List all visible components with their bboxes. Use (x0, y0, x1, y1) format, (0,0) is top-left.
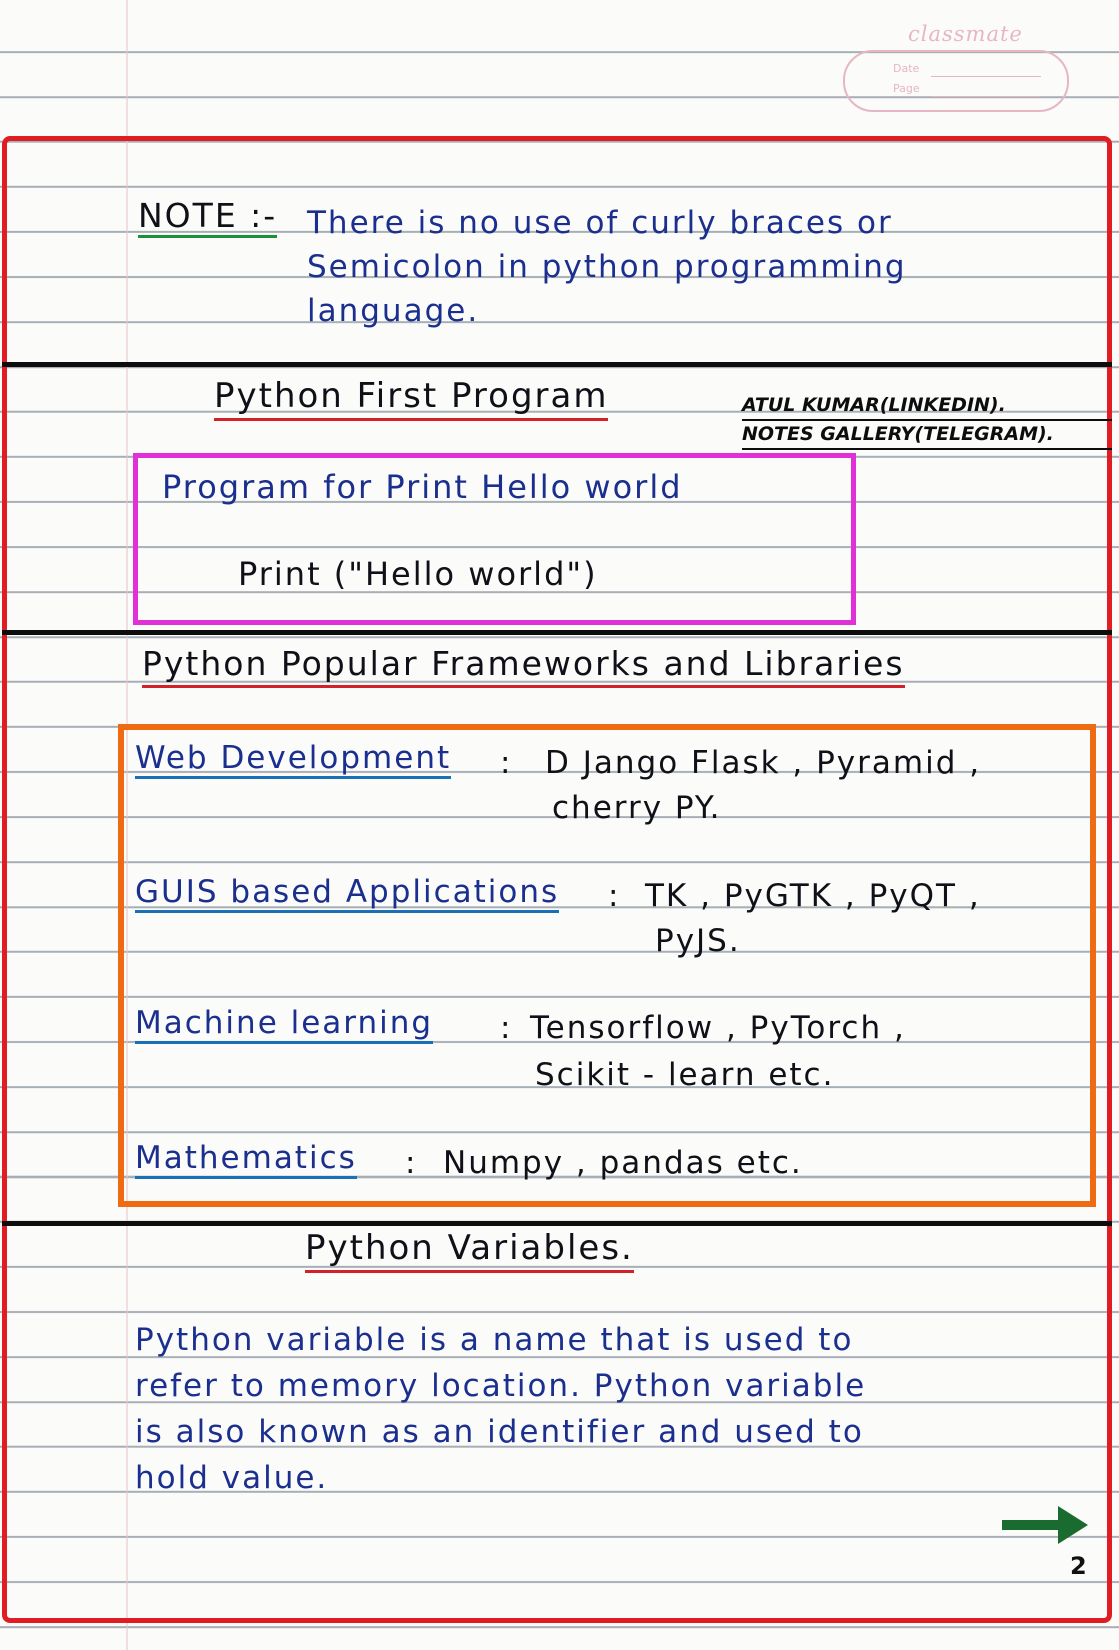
credit-linkedin: ATUL KUMAR(LINKEDIN). (742, 392, 1112, 421)
section-divider-2 (2, 630, 1112, 635)
stamp-date-line (931, 76, 1041, 77)
variables-line-1: Python variable is a name that is used to (135, 1322, 854, 1358)
framework-gui-line-2: PyJS. (655, 923, 741, 959)
credit-telegram: NOTES GALLERY(TELEGRAM). (742, 421, 1112, 450)
note-line-3: language. (307, 293, 480, 329)
note-line-2: Semicolon in python programming (307, 249, 907, 285)
framework-ml-line-2: Scikit - learn etc. (535, 1057, 835, 1093)
next-page-arrow-icon (1000, 1500, 1090, 1550)
section-divider-3 (2, 1221, 1112, 1226)
hello-world-title: Program for Print Hello world (162, 468, 683, 506)
framework-ml-line-1: Tensorflow , PyTorch , (530, 1010, 906, 1046)
variables-line-4: hold value. (135, 1460, 329, 1496)
framework-label-web: Web Development (135, 740, 451, 779)
framework-web-line-2: cherry PY. (552, 790, 722, 826)
framework-sep-gui: : (608, 878, 621, 914)
stamp-date-label: Date (893, 62, 920, 75)
framework-sep-ml: : (500, 1010, 513, 1046)
author-credits (742, 392, 1112, 450)
framework-sep-web: : (500, 745, 513, 781)
page-number: 2 (1070, 1552, 1087, 1580)
framework-sep-math: : (405, 1145, 418, 1181)
stamp-page-label: Page (893, 82, 920, 95)
framework-label-gui: GUIS based Applications (135, 874, 559, 913)
classmate-stamp (838, 22, 1078, 117)
framework-web-line-1: D Jango Flask , Pyramid , (545, 745, 982, 781)
framework-math-line-1: Numpy , pandas etc. (443, 1145, 803, 1181)
first-program-heading: Python First Program (214, 376, 608, 421)
stamp-plate (843, 50, 1069, 112)
variables-line-2: refer to memory location. Python variable (135, 1368, 867, 1404)
variables-line-3: is also known as an identifier and used to (135, 1414, 864, 1450)
stamp-page-line (931, 96, 1041, 97)
framework-label-ml: Machine learning (135, 1005, 433, 1044)
hello-world-code: Print ("Hello world") (238, 555, 598, 593)
note-label: NOTE :- (138, 196, 277, 238)
section-divider-1 (2, 362, 1112, 367)
note-line-1: There is no use of curly braces or (307, 205, 893, 241)
frameworks-heading: Python Popular Frameworks and Libraries (142, 644, 905, 688)
variables-heading: Python Variables. (305, 1228, 634, 1273)
framework-label-math: Mathematics (135, 1140, 357, 1179)
framework-gui-line-1: TK , PyGTK , PyQT , (645, 878, 981, 914)
stamp-brand: classmate (908, 22, 1023, 46)
